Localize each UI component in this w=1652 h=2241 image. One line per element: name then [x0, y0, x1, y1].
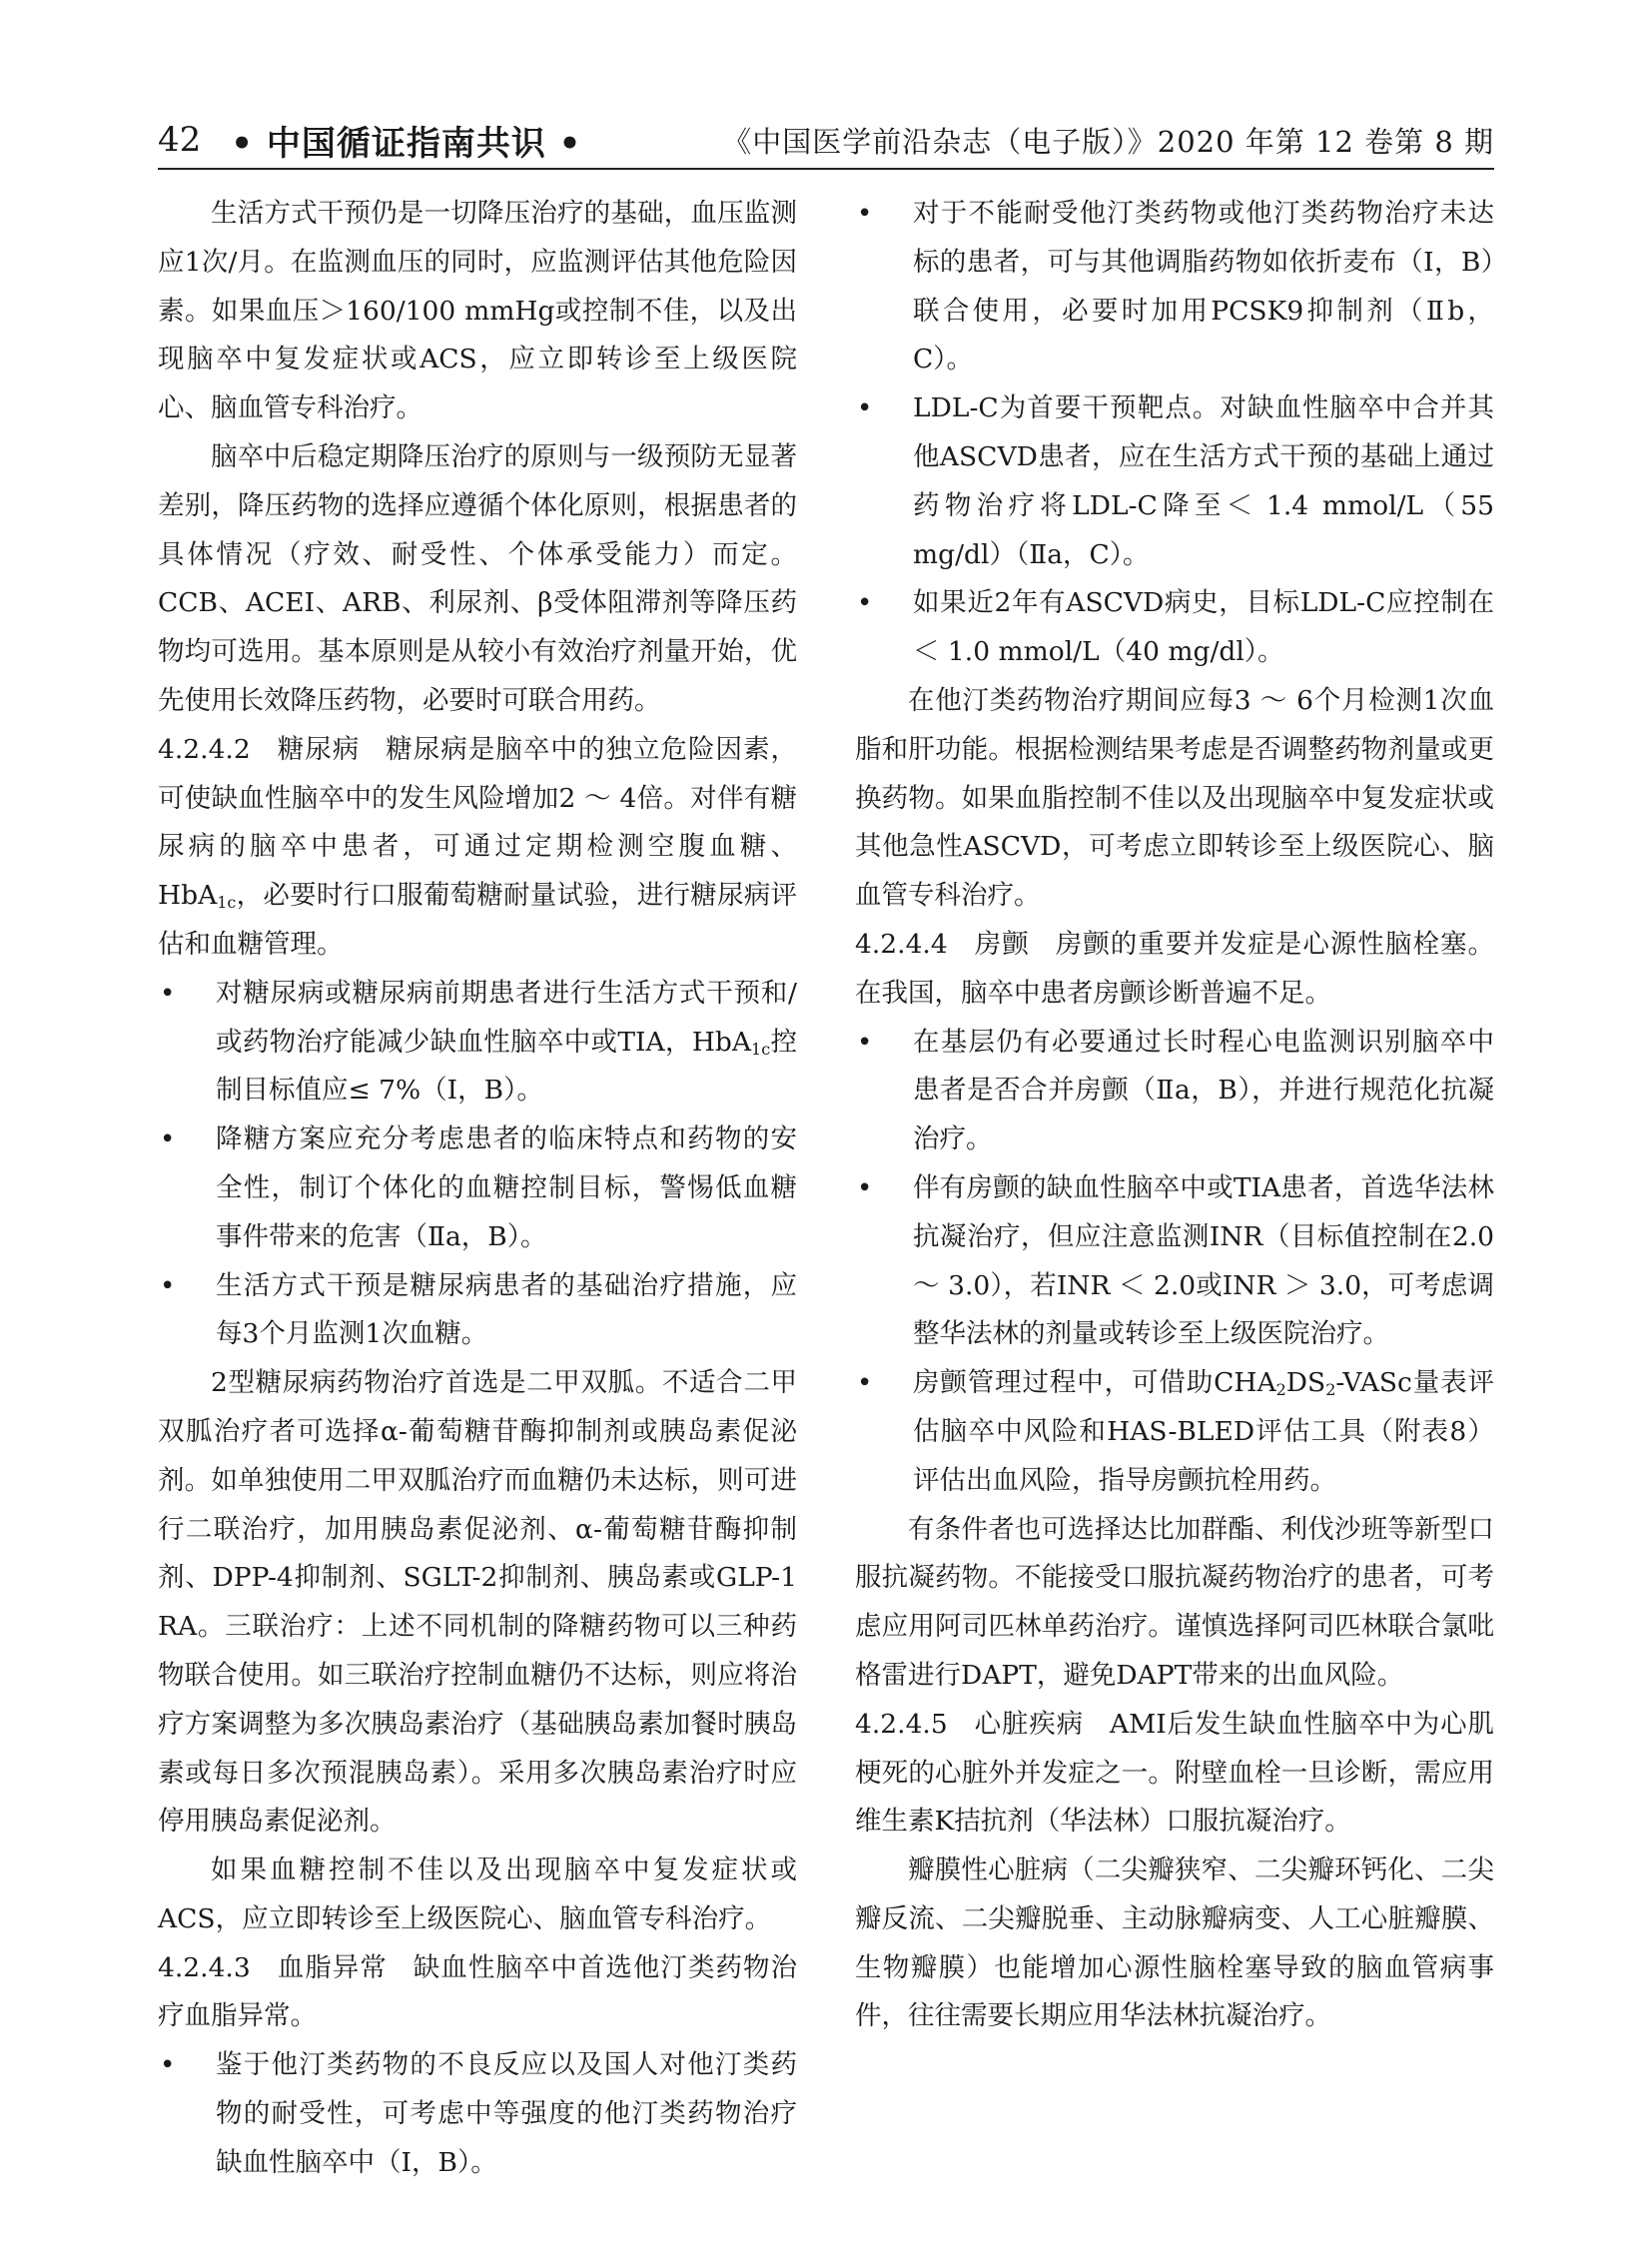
paragraph: 2型糖尿病药物治疗首选是二甲双胍。不适合二甲双胍治疗者可选择α-葡萄糖苷酶抑制剂或胰岛素促泌剂。如单独使用二甲双胍治疗而血糖仍未达标，则可进行二联治疗，加用胰岛素促泌剂、α-葡萄糖苷酶抑制剂、DPP-4抑制剂、SGLT-2抑制剂、胰岛素或GLP-1 RA。三联治疗：上述不同机制的降糖药物可以三种药物联合使用。如三联治疗控制血糖仍不达标，则应将治疗方案调整为多次胰岛素治疗（基础胰岛素加餐时胰岛素或每日多次预混胰岛素）。采用多次胰岛素治疗时应停用胰岛素促泌剂。: [158, 1367, 797, 1838]
section-4-2-4-4: [855, 921, 1494, 1019]
section-4-2-4-3: [158, 1944, 797, 2042]
section-title: 房颤: [973, 928, 1030, 960]
paragraph: 瓣膜性心脏病（二尖瓣狭窄、二尖瓣环钙化、二尖瓣反流、二尖瓣脱垂、主动脉瓣病变、人工心脏瓣膜、生物瓣膜）也能增加心源性脑栓塞导致的脑血管病事件，往往需要长期应用华法林抗凝治疗。: [855, 1855, 1494, 2032]
section-text: 糖尿病是脑卒中的独立危险因素，可使缺血性脑卒中的发生风险增加2 ～ 4倍。对伴有糖尿病的脑卒中患者，可通过定期检测空腹血糖、HbA: [158, 733, 797, 912]
journal-citation: 《中国医学前沿杂志（电子版）》2020 年第 12 卷第 8 期: [722, 124, 1494, 159]
list-item: • 生活方式干预是糖尿病患者的基础治疗措施，应每3个月监测1次血糖。: [158, 1262, 797, 1360]
paragraph: 脑卒中后稳定期降压治疗的原则与一级预防无显著差别，降压药物的选择应遵循个体化原则，根据患者的具体情况（疗效、耐受性、个体承受能力）而定。CCB、ACEI、ARB、利尿剂、β受体阻滞剂等降压药物均可选用。基本原则是从较小有效治疗剂量开始，优先使用长效降压药物，必要时可联合用药。: [158, 440, 797, 716]
list-item: • 如果近2年有ASCVD病史，目标LDL-C应控制在＜ 1.0 mmol/L（40 mg/dl）。: [855, 579, 1494, 677]
list-item-text: 房颤管理过程中，可借助CHA: [913, 1367, 1276, 1399]
bullet-list: [158, 2041, 797, 2187]
list-item-text: 控制目标值应≤ 7%（Ⅰ，B）。: [216, 1026, 797, 1107]
header-left: [158, 116, 581, 165]
list-item: • 降糖方案应充分考虑患者的临床特点和药物的安全性，制订个体化的血糖控制目标，警惕低血糖事件带来的危害（Ⅱa，B）。: [158, 1116, 797, 1261]
right-column: [855, 190, 1494, 2041]
section-text: AMI后发生缺血性脑卒中为心肌梗死的心脏外并发症之一。附壁血栓一旦诊断，需应用维生素K拮抗剂（华法林）口服抗凝治疗。: [855, 1708, 1494, 1838]
section-number: 4.2.4.4: [855, 928, 948, 960]
page-number: 42: [158, 120, 202, 160]
section-number: 4.2.4.5: [855, 1708, 948, 1740]
section-text: 缺血性脑卒中首选他汀类药物治疗血脂异常。: [158, 1951, 797, 2032]
paragraph: 有条件者也可选择达比加群酯、利伐沙班等新型口服抗凝药物。不能接受口服抗凝药物治疗的患者，可考虑应用阿司匹林单药治疗。谨慎选择阿司匹林联合氯吡格雷进行DAPT，避免DAPT带来的出血风险。: [855, 1513, 1494, 1691]
section-title: 糖尿病: [276, 733, 361, 765]
list-item: • 伴有房颤的缺血性脑卒中或TIA患者，首选华法林抗凝治疗，但应注意监测INR（目标值控制在2.0 ～ 3.0），若INR ＜ 2.0或INR ＞ 3.0，可考虑调整华法林的剂量或转诊至上级医院治疗。: [855, 1164, 1494, 1359]
bullet-list: [855, 1019, 1494, 1506]
section-number: 4.2.4.2: [158, 733, 251, 765]
section-title: 血脂异常: [276, 1951, 388, 1983]
list-item: • LDL-C为首要干预靶点。对缺血性脑卒中合并其他ASCVD患者，应在生活方式干预的基础上通过药物治疗将LDL-C降至＜ 1.4 mmol/L（55 mg/dl）（Ⅱa，C）。: [855, 384, 1494, 579]
section-label: • 中国循证指南共识 •: [231, 123, 582, 164]
section-title: 心脏疾病: [973, 1708, 1084, 1740]
section-4-2-4-2: [158, 726, 797, 970]
section-text: 房颤的重要并发症是心源性脑栓塞。在我国，脑卒中患者房颤诊断普遍不足。: [855, 928, 1494, 1009]
list-item: • 对于不能耐受他汀类药物或他汀类药物治疗未达标的患者，可与其他调脂药物如依折麦布（Ⅰ，B）联合使用，必要时加用PCSK9抑制剂（Ⅱb，C）。: [855, 190, 1494, 384]
paragraph: 生活方式干预仍是一切降压治疗的基础，血压监测应1次/月。在监测血压的同时，应监测评估其他危险因素。如果血压＞160/100 mmHg或控制不佳，以及出现脑卒中复发症状或ACS，应立即转诊至上级医院心、脑血管专科治疗。: [158, 198, 797, 424]
section-text: ，必要时行口服葡萄糖耐量试验，进行糖尿病评估和血糖管理。: [158, 880, 797, 960]
subscript: 2: [1275, 1380, 1286, 1400]
subscript: 2: [1325, 1380, 1336, 1400]
paragraph: 如果血糖控制不佳以及出现脑卒中复发症状或ACS，应立即转诊至上级医院心、脑血管专科治疗。: [158, 1855, 797, 1934]
left-column: [158, 190, 797, 2188]
section-4-2-4-5: [855, 1701, 1494, 1847]
list-item: [158, 970, 797, 1116]
list-item: • 在基层仍有必要通过长时程心电监测识别脑卒中患者是否合并房颤（Ⅱa，B），并进行规范化抗凝治疗。: [855, 1019, 1494, 1164]
list-item: [855, 1359, 1494, 1505]
section-number: 4.2.4.3: [158, 1951, 251, 1983]
list-item: • 鉴于他汀类药物的不良反应以及国人对他汀类药物的耐受性，可考虑中等强度的他汀类药物治疗缺血性脑卒中（Ⅰ，B）。: [158, 2041, 797, 2187]
list-item-text: -VASc量表评估脑卒中风险和HAS-BLED评估工具（附表8）评估出血风险，指导房颤抗栓用药。: [913, 1367, 1495, 1496]
subscript: 1c: [751, 1039, 771, 1059]
bullet-list: [855, 190, 1494, 677]
list-item-text: DS: [1285, 1367, 1326, 1399]
list-item-text: 对糖尿病或糖尿病前期患者进行生活方式干预和/或药物治疗能减少缺血性脑卒中或TIA，HbA: [216, 977, 797, 1058]
bullet-list: [158, 970, 797, 1359]
subscript: 1c: [217, 893, 237, 913]
paragraph: 在他汀类药物治疗期间应每3 ～ 6个月检测1次血脂和肝功能。根据检测结果考虑是否调整药物剂量或更换药物。如果血脂控制不佳以及出现脑卒中复发症状或其他急性ASCVD，可考虑立即转诊至上级医院心、脑血管专科治疗。: [855, 684, 1494, 912]
page-header: [158, 112, 1494, 170]
